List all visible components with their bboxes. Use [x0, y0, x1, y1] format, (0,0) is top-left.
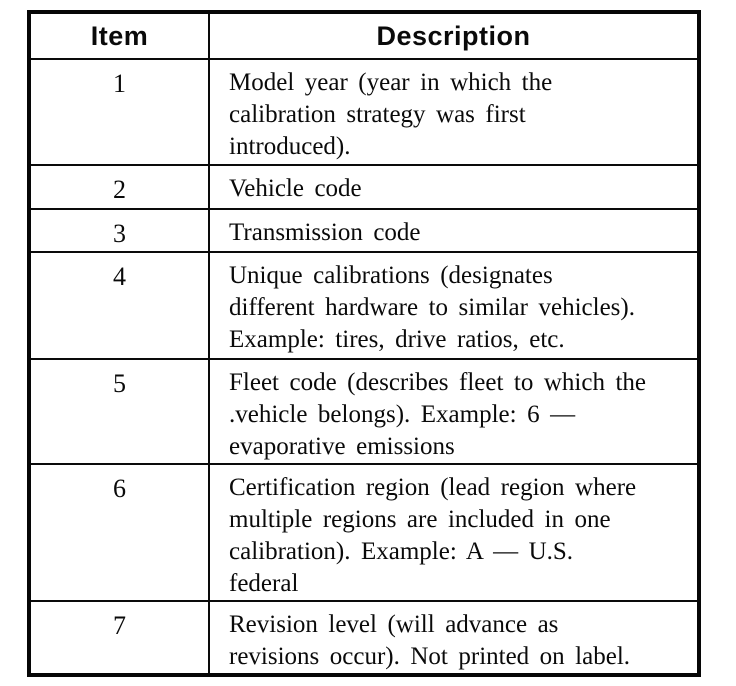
- calibration-label-table-wrap: [27, 10, 701, 677]
- description-line: multiple regions are included in one: [229, 506, 611, 533]
- item-number: 4: [29, 252, 209, 359]
- table-row: [29, 209, 699, 252]
- item-number: 2: [29, 165, 209, 209]
- description-column-header: Description: [209, 12, 699, 59]
- item-number: 7: [29, 601, 209, 675]
- description-line: Transmission code: [229, 219, 421, 246]
- description-line: Certification region (lead region where: [229, 474, 637, 501]
- table-row: [29, 165, 699, 209]
- item-description: [209, 464, 699, 601]
- table-row: [29, 59, 699, 165]
- item-description: [209, 601, 699, 675]
- item-description: [209, 359, 699, 464]
- item-description: [209, 252, 699, 359]
- description-line: introduced).: [229, 133, 351, 160]
- description-line: Unique calibrations (designates: [229, 262, 553, 289]
- item-number: 3: [29, 209, 209, 252]
- item-description: [209, 165, 699, 209]
- table-row: [29, 464, 699, 601]
- description-line: Fleet code (describes fleet to which the: [229, 369, 647, 396]
- item-number: 1: [29, 59, 209, 165]
- description-line: Model year (year in which the: [229, 69, 553, 96]
- description-line: federal: [229, 570, 299, 597]
- item-number: 5: [29, 359, 209, 464]
- description-line: Vehicle code: [229, 175, 362, 202]
- item-description: [209, 209, 699, 252]
- description-line: revisions occur). Not printed on label.: [229, 643, 631, 670]
- description-line: Example: tires, drive ratios, etc.: [229, 326, 565, 353]
- item-description: [209, 59, 699, 165]
- table-row: [29, 359, 699, 464]
- table-header-row: [29, 12, 699, 59]
- description-line: Revision level (will advance as: [229, 611, 559, 638]
- description-line: evaporative emissions: [229, 433, 455, 460]
- description-line: different hardware to similar vehicles).: [229, 294, 635, 321]
- description-line: .vehicle belongs). Example: 6 —: [229, 401, 576, 428]
- item-description-table: [27, 10, 701, 677]
- description-line: calibration). Example: A — U.S.: [229, 538, 574, 565]
- table-row: [29, 601, 699, 675]
- item-column-header: Item: [29, 12, 209, 59]
- description-line: calibration strategy was first: [229, 101, 526, 128]
- table-row: [29, 252, 699, 359]
- item-number: 6: [29, 464, 209, 601]
